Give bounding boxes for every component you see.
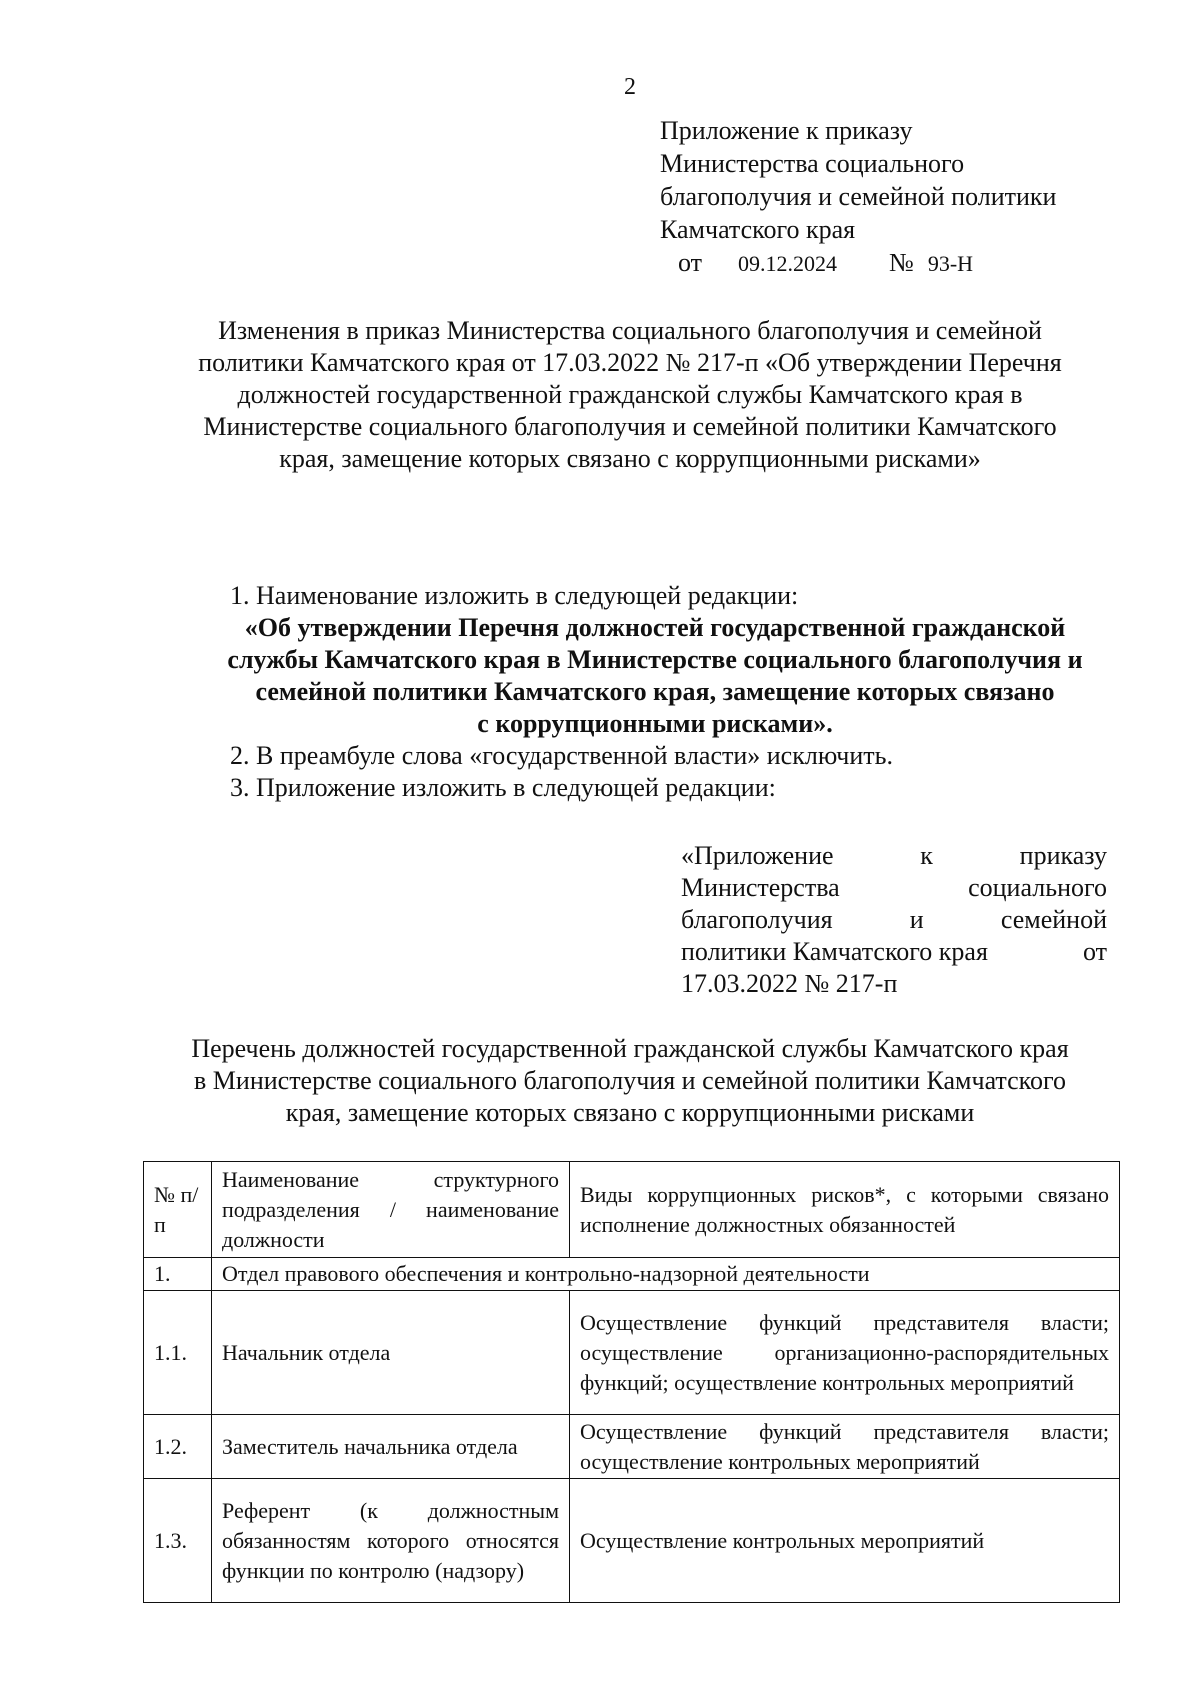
header-risks: Виды коррупционных рисков*, с которыми связано исполнение должностных обязанностей	[570, 1162, 1120, 1258]
title-line: Изменения в приказ Министерства социального благополучия и семейной	[218, 316, 1042, 345]
order-number-sign: №	[889, 248, 914, 277]
positions-table	[143, 1161, 1120, 1603]
title-line: политики Камчатского края от 17.03.2022 № 217-п «Об утверждении Перечня	[198, 348, 1062, 377]
quote-word: Министерства	[681, 873, 840, 902]
order-number: 93-Н	[927, 251, 974, 276]
quote-word: приказу	[1019, 841, 1107, 870]
order-date: 09.12.2024	[738, 251, 838, 276]
section-title: Отдел правового обеспечения и контрольно-надзорной деятельности	[212, 1258, 1120, 1291]
title-line: должностей государственной гражданской службы Камчатского края в	[237, 380, 1023, 409]
title-line: края, замещение которых связано с коррупционными рисками»	[279, 444, 981, 473]
table-row	[144, 1479, 1120, 1603]
header-num: № п/п	[144, 1162, 212, 1258]
new-name	[175, 612, 1135, 740]
page-number: 2	[624, 74, 636, 100]
list-title-line: в Министерстве социального благополучия и семейной политики Камчатского	[194, 1066, 1066, 1095]
row-num: 1.1.	[144, 1291, 212, 1415]
quote-word: и	[909, 905, 924, 934]
order-line	[660, 246, 1140, 280]
row-name: Начальник отдела	[212, 1291, 570, 1415]
title-line: Министерстве социального благополучия и семейной политики Камчатского	[203, 412, 1057, 441]
item-1: 1. Наименование изложить в следующей редакции:	[230, 581, 799, 610]
new-name-line: службы Камчатского края в Министерстве социального благополучия и	[227, 645, 1083, 674]
quoted-appendix-header	[681, 840, 1107, 1000]
table-row	[144, 1415, 1120, 1479]
quote-word: благополучия	[681, 905, 833, 934]
item-3: 3. Приложение изложить в следующей редакции:	[230, 773, 776, 802]
row-name: Заместитель начальника отдела	[212, 1415, 570, 1479]
item-2: 2. В преамбуле слова «государственной власти» исключить.	[230, 741, 893, 770]
row-name: Референт (к должностным обязанностям которого относятся функции по контролю (надзору)	[212, 1479, 570, 1603]
section-row	[144, 1258, 1120, 1291]
quote-word: к	[920, 841, 933, 870]
new-name-line: с коррупционными рисками».	[477, 709, 833, 738]
section-num: 1.	[144, 1258, 212, 1291]
appendix-header	[660, 114, 1140, 280]
list-title-line: Перечень должностей государственной гражданской службы Камчатского края	[191, 1034, 1069, 1063]
appendix-header-line: Министерства социального	[660, 149, 965, 178]
row-risks: Осуществление контрольных мероприятий	[570, 1479, 1120, 1603]
order-prefix: от	[678, 248, 703, 277]
amendment-items	[175, 580, 1135, 804]
new-name-line: семейной политики Камчатского края, замещение которых связано	[255, 677, 1055, 706]
appendix-header-line: Приложение к приказу	[660, 116, 913, 145]
new-name-line: «Об утверждении Перечня должностей государственной гражданской	[244, 613, 1066, 642]
list-title-line: края, замещение которых связано с коррупционными рисками	[285, 1098, 975, 1127]
quote-word: «Приложение	[681, 841, 834, 870]
appendix-header-line: Камчатского края	[660, 215, 856, 244]
document-title	[150, 315, 1110, 475]
quote-line: 17.03.2022 № 217-п	[681, 969, 898, 998]
quote-word: политики Камчатского края	[681, 937, 988, 966]
row-num: 1.3.	[144, 1479, 212, 1603]
quote-word: семейной	[1000, 905, 1107, 934]
header-name: Наименование структурного подразделения / наименование должности	[212, 1162, 570, 1258]
quote-word: от	[1082, 937, 1107, 966]
list-title	[140, 1033, 1120, 1129]
quote-word: социального	[968, 873, 1107, 902]
row-risks: Осуществление функций представителя власти; осуществление организационно-распорядительных функций; осуществление контрольных мероприятий	[570, 1291, 1120, 1415]
appendix-header-line: благополучия и семейной политики	[660, 182, 1057, 211]
row-risks: Осуществление функций представителя власти; осуществление контрольных мероприятий	[570, 1415, 1120, 1479]
row-num: 1.2.	[144, 1415, 212, 1479]
table-row	[144, 1291, 1120, 1415]
table-header-row	[144, 1162, 1120, 1258]
